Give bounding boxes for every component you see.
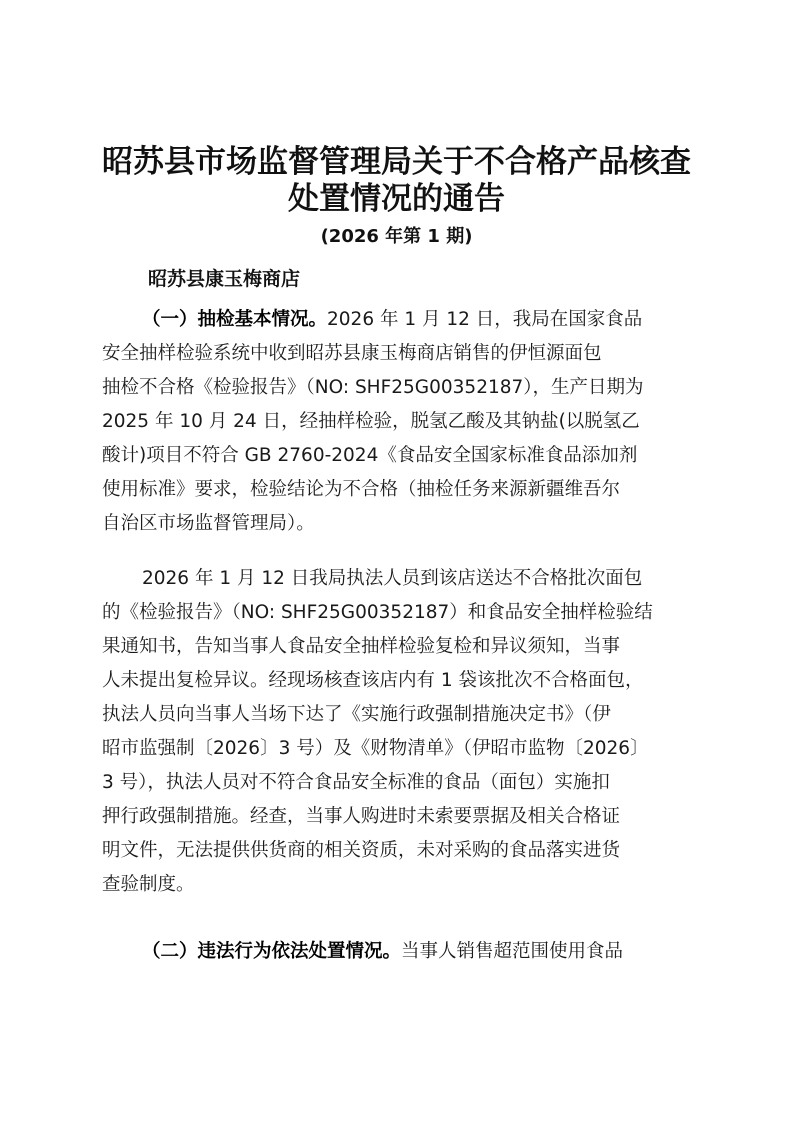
- body-line: 抽检不合格《检验报告》（NO: SHF25G00352187），生产日期为: [102, 377, 644, 398]
- body-line: 昭市监强制〔2026〕3 号）及《财物清单》（伊昭市监物〔2026〕: [102, 738, 649, 759]
- body-line: 2025 年 10 月 24 日，经抽样检验，脱氢乙酸及其钠盐(以脱氢乙: [102, 411, 640, 432]
- body-line: 人未提出复检异议。经现场核查该店内有 1 袋该批次不合格面包，: [102, 670, 644, 691]
- body-line: 安全抽样检验系统中收到昭苏县康玉梅商店销售的伊恒源面包: [102, 343, 602, 364]
- body-line: 自治区市场监督管理局）。: [102, 513, 315, 534]
- body-line: 押行政强制措施。经查，当事人购进时未索要票据及相关合格证: [102, 806, 621, 827]
- body-line: 的《检验报告》（NO: SHF25G00352187）和食品安全抽样检验结: [102, 602, 653, 623]
- body-line: 果通知书，告知当事人食品安全抽样检验复检和异议须知，当事: [102, 636, 621, 657]
- body-line: 2026 年 1 月 12 日我局执法人员到该店送达不合格批次面包: [142, 568, 643, 589]
- issue-number: (2026 年第 1 期): [320, 226, 473, 247]
- body-line: 3 号），执法人员对不符合食品安全标准的食品（面包）实施扣: [102, 772, 610, 793]
- body-line: 查验制度。: [102, 874, 195, 895]
- body-line: 使用标准》要求，检验结论为不合格（抽检任务来源新疆维吾尔: [102, 479, 621, 500]
- store-heading: 昭苏县康玉梅商店: [148, 268, 301, 290]
- body-line: 酸计)项目不符合 GB 2760-2024《食品安全国家标准食品添加剂: [102, 445, 638, 466]
- document-title-line-1: 昭苏县市场监督管理局关于不合格产品核查: [102, 144, 691, 180]
- body-line: 明文件，无法提供供货商的相关资质，未对采购的食品落实进货: [102, 840, 621, 861]
- section-1-text: 2026 年 1 月 12 日，我局在国家食品: [327, 309, 643, 330]
- document-title-line-2: 处置情况的通告: [288, 181, 505, 217]
- section-1-line-1: [142, 305, 642, 335]
- section-1-lead: （一）抽检基本情况。: [142, 309, 328, 330]
- section-2-text: 当事人销售超范围使用食品: [401, 941, 624, 962]
- section-2-line-1: [142, 937, 623, 967]
- section-2-lead: （二）违法行为依法处置情况。: [142, 941, 402, 962]
- body-line: 执法人员向当事人当场下达了《实施行政强制措施决定书》（伊: [102, 704, 611, 725]
